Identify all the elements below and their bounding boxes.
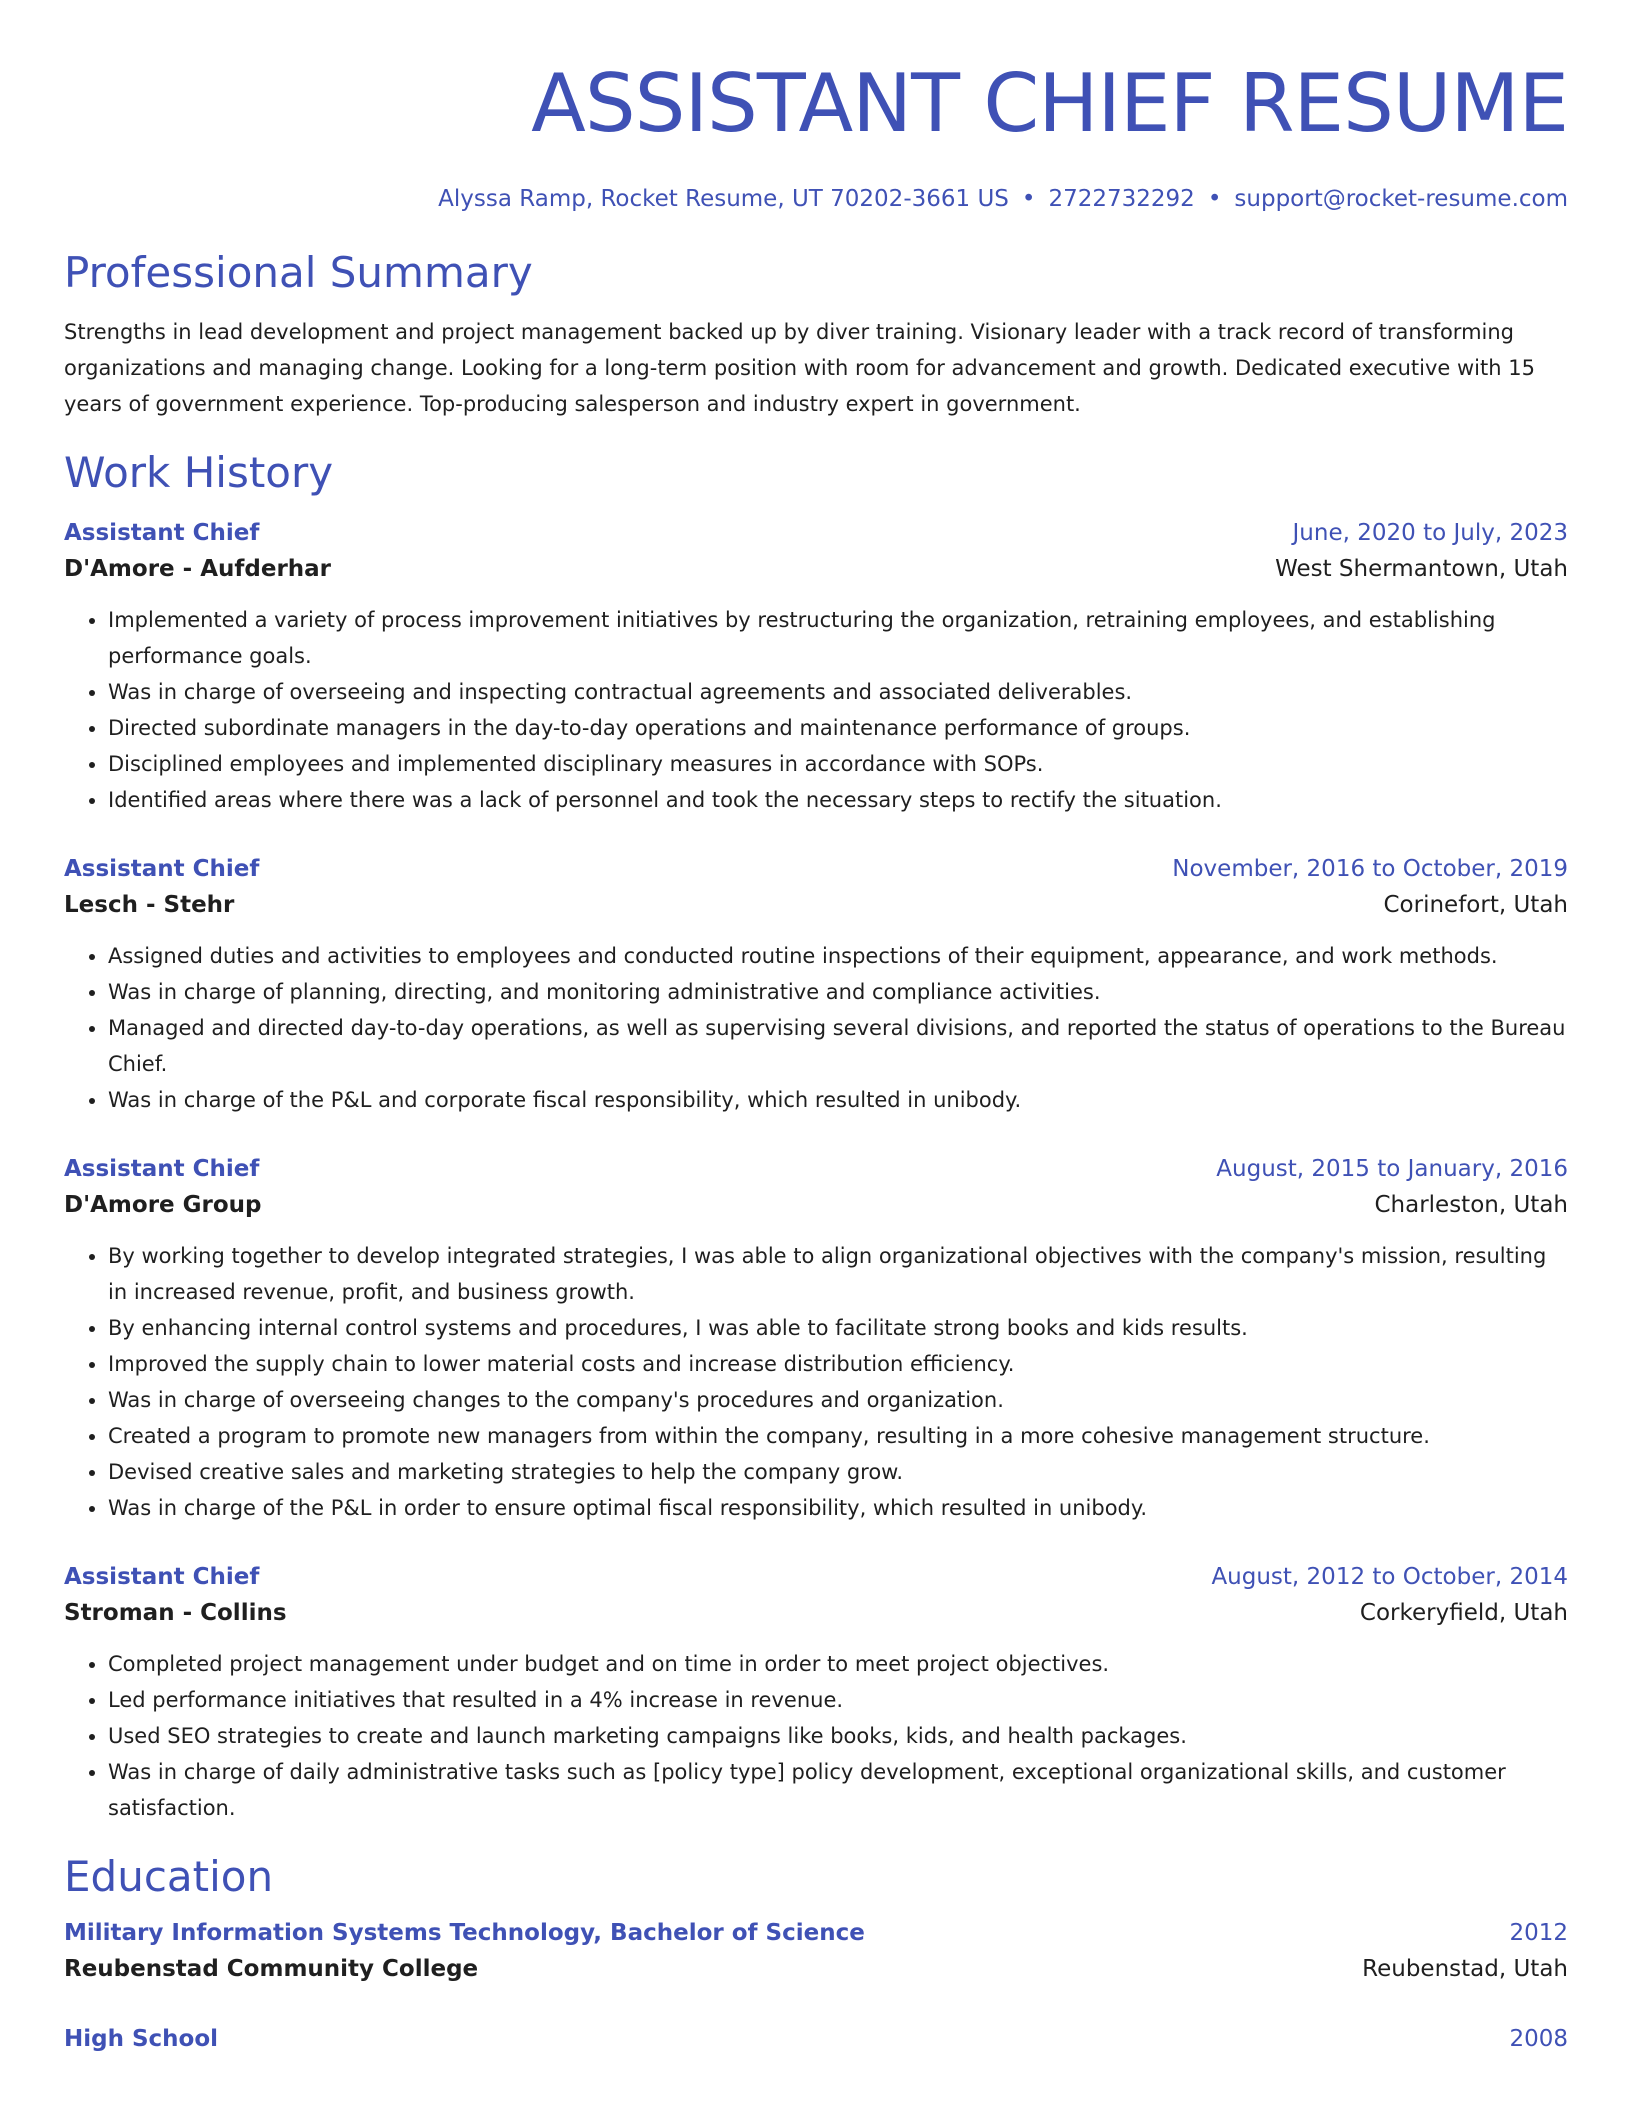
education-degree: Military Information Systems Technology, Bachelor of Science [64,1920,865,1946]
job-entry [64,516,1568,818]
work-history-heading: Work History [64,448,334,497]
job-dates: June, 2020 to July, 2023 [1292,520,1568,546]
job-role: Assistant Chief [64,1564,260,1590]
job-bullet: • Completed project management under budget and on time in order to meet project objectives. [108,1646,1568,1682]
job-bullets [64,938,1568,1118]
job-dates: August, 2012 to October, 2014 [1211,1564,1568,1590]
separator-dot: • [1207,186,1222,212]
job-bullet: • Led performance initiatives that resulted in a 4% increase in revenue. [108,1682,1568,1718]
job-bullet: • Used SEO strategies to create and launch marketing campaigns like books, kids, and health packages. [108,1718,1568,1754]
job-employer: D'Amore Group [64,1192,262,1218]
job-bullet: • Managed and directed day-to-day operations, as well as supervising several divisions, and reported the status of operations to the Bureau Chief. [108,1010,1568,1082]
job-bullet: • Was in charge of the P&L and corporate fiscal responsibility, which resulted in unibody. [108,1082,1568,1118]
job-bullet: • By working together to develop integrated strategies, I was able to align organizational objectives with the company's mission, resulting in increased revenue, profit, and business growth. [108,1238,1568,1310]
job-entry [64,1560,1568,1826]
job-bullets [64,1646,1568,1826]
job-role: Assistant Chief [64,520,260,546]
job-entry [64,1152,1568,1526]
contact-address: Alyssa Ramp, Rocket Resume, UT 70202-3661 US [438,186,1009,212]
summary-text: Strengths in lead development and project management backed up by diver training. Visionary leader with a track record of transforming organizations and managing change. Looking for a long-term position with room for advancement and growth. Dedicated executive with 15 years of government experience. Top-producing salesperson and industry expert in government. [64,320,1535,416]
resume-title: ASSISTANT CHIEF RESUME [531,57,1568,150]
job-dates: November, 2016 to October, 2019 [1172,856,1568,882]
job-employer: Lesch - Stehr [64,892,235,918]
job-bullet: • Disciplined employees and implemented disciplinary measures in accordance with SOPs. [108,746,1568,782]
job-bullet: • Implemented a variety of process improvement initiatives by restructuring the organization, retraining employees, and establishing performance goals. [108,602,1568,674]
job-role: Assistant Chief [64,1156,260,1182]
job-bullet: • Was in charge of planning, directing, and monitoring administrative and compliance activities. [108,974,1568,1010]
education-entry [64,1916,1568,1988]
education-location: Reubenstad, Utah [1362,1956,1568,1982]
job-bullet: • Was in charge of overseeing and inspecting contractual agreements and associated deliverables. [108,674,1568,710]
contact-line [64,184,1568,214]
job-location: Corinefort, Utah [1383,892,1568,918]
job-bullet: • Assigned duties and activities to employees and conducted routine inspections of their equipment, appearance, and work methods. [108,938,1568,974]
job-location: West Shermantown, Utah [1275,556,1568,582]
job-employer: D'Amore - Aufderhar [64,556,332,582]
separator-dot: • [1021,186,1036,212]
job-bullet: • Was in charge of the P&L in order to ensure optimal fiscal responsibility, which resulted in unibody. [108,1490,1568,1526]
education-year: 2012 [1509,1920,1568,1946]
education-degree: High School [64,2026,219,2052]
contact-email: support@rocket-resume.com [1234,186,1568,212]
education-year: 2008 [1509,2026,1568,2052]
job-dates: August, 2015 to January, 2016 [1216,1156,1568,1182]
job-entry [64,852,1568,1118]
job-bullet: • Improved the supply chain to lower material costs and increase distribution efficiency. [108,1346,1568,1382]
summary-heading: Professional Summary [64,248,533,297]
job-location: Corkeryfield, Utah [1359,1600,1568,1626]
job-location: Charleston, Utah [1374,1192,1568,1218]
job-bullet: • Was in charge of overseeing changes to the company's procedures and organization. [108,1382,1568,1418]
job-employer: Stroman - Collins [64,1600,287,1626]
job-bullets [64,1238,1568,1526]
education-school: Reubenstad Community College [64,1956,479,1982]
job-bullet: • Devised creative sales and marketing strategies to help the company grow. [108,1454,1568,1490]
job-bullet: • Created a program to promote new managers from within the company, resulting in a more cohesive management structure. [108,1418,1568,1454]
job-bullet: • Identified areas where there was a lack of personnel and took the necessary steps to rectify the situation. [108,782,1568,818]
job-bullet: • Directed subordinate managers in the day-to-day operations and maintenance performance of groups. [108,710,1568,746]
job-role: Assistant Chief [64,856,260,882]
education-heading: Education [64,1852,274,1901]
contact-phone: 2722732292 [1048,186,1195,212]
job-bullets [64,602,1568,818]
education-entry [64,2022,1568,2056]
job-bullet: • Was in charge of daily administrative tasks such as [policy type] policy development, exceptional organizational skills, and customer satisfaction. [108,1754,1568,1826]
job-bullet: • By enhancing internal control systems and procedures, I was able to facilitate strong books and kids results. [108,1310,1568,1346]
resume-page [64,0,1568,2056]
